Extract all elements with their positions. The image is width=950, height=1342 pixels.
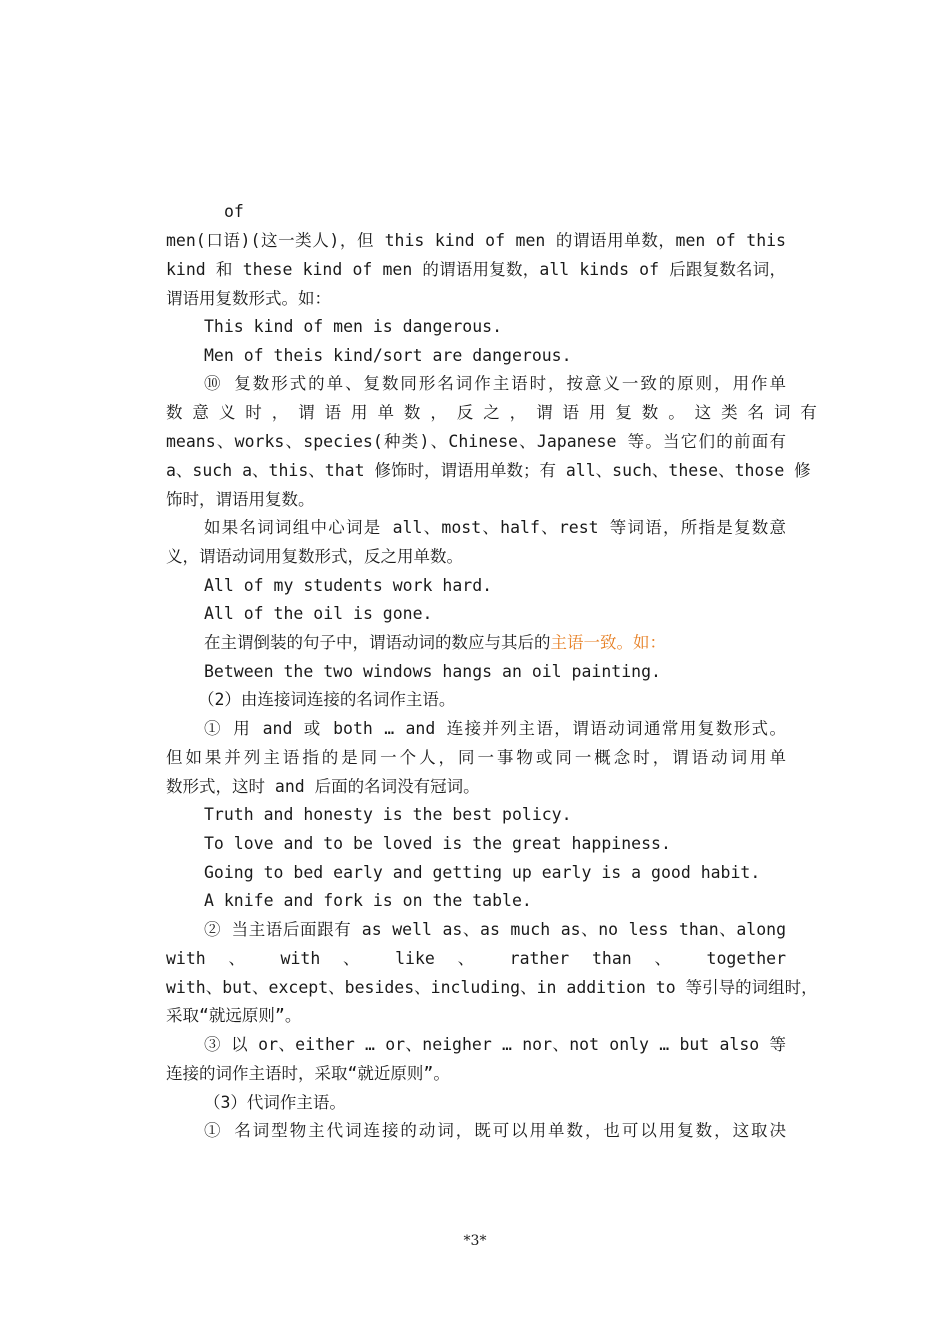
text-line: with 、 with 、 like 、 rather than 、 together [166,949,786,968]
example-sentence: Between the two windows hangs an oil painting. [204,662,661,681]
text-line: means、works、species(种类)、Chinese、Japanese 等。当它们的前面有 [166,432,786,451]
text-line: 数形式，这时 and 后面的名词没有冠词。 [166,777,480,796]
page-number: *3* [463,1233,487,1249]
example-sentence: A knife and fork is on the table. [204,891,532,910]
text-line: ② 当主语后面跟有 as well as、as much as、no less than、along [204,920,786,939]
text-line: kind 和 these kind of men 的谓语用复数，all kinds of 后跟复数名词， [166,260,786,279]
text-line: 饰时，谓语用复数。 [166,490,315,509]
text-line: ① 用 and 或 both … and 连接并列主语，谓语动词通常用复数形式。 [204,719,786,738]
text-segment: 在主谓倒装的句子中，谓语动词的数应与其后的 [204,633,551,652]
text-line: ① 名词型物主代词连接的动词，既可以用单数，也可以用复数，这取决 [204,1121,786,1140]
highlighted-text: 主语一致。如： [550,633,666,652]
example-sentence: This kind of men is dangerous. [204,317,503,336]
text-line: with、but、except、besides、including、in addition to 等引导的词组时， [166,978,818,997]
example-sentence: Going to bed early and getting up early is a good habit. [204,863,761,882]
text-line: 采取“就远原则”。 [166,1006,302,1025]
text-line: ⑩ 复数形式的单、复数同形名词作主语时，按意义一致的原则，用作单 [204,374,786,393]
text-line: ③ 以 or、either … or、neigher … nor、not only … but also 等 [204,1035,786,1054]
text-line: men(口语)(这一类人)，但 this kind of men 的谓语用单数，men of this [166,231,786,250]
example-sentence: All of the oil is gone. [204,604,433,623]
section-heading: （3）代词作主语。 [204,1093,346,1112]
example-sentence: To love and to be loved is the great happiness. [204,834,671,853]
example-sentence: Men of theis kind/sort are dangerous. [204,346,572,365]
text-line: 如果名词词组中心词是 all、most、half、rest 等词语，所指是复数意 [204,518,786,537]
text-line: 但如果并列主语指的是同一个人，同一事物或同一概念时，谓语动词用单 [166,748,786,767]
text-line [204,633,786,653]
text-line: 义，谓语动词用复数形式，反之用单数。 [166,547,463,566]
section-heading: （2）由连接词连接的名词作主语。 [198,690,456,709]
text-line: 数 意 义 时 ， 谓 语 用 单 数 ， 反 之 ， 谓 语 用 复 数 。 这 类 名 词 有 [166,403,817,422]
text-line: of [224,202,244,221]
example-sentence: All of my students work hard. [204,576,493,595]
text-line: 连接的词作主语时，采取“就近原则”。 [166,1064,450,1083]
text-line: a、such a、this、that 修饰时，谓语用单数；有 all、such、these、those 修 [166,461,811,480]
text-line: 谓语用复数形式。如： [166,289,331,308]
example-sentence: Truth and honesty is the best policy. [204,805,572,824]
